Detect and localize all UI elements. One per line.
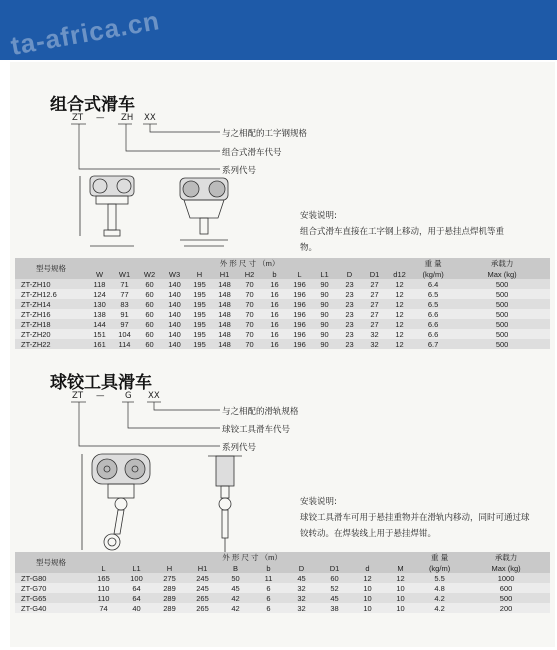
value-cell: 77 — [112, 289, 137, 299]
section2-label-trolley-code: 球铰工具滑车代号 — [222, 425, 291, 435]
value-cell: 5.5 — [417, 573, 462, 583]
section1-col-header: L — [287, 269, 312, 279]
value-cell: 140 — [162, 319, 187, 329]
value-cell: 64 — [120, 593, 153, 603]
value-cell: 12 — [387, 299, 412, 309]
value-cell: 12 — [387, 279, 412, 289]
section2-code-spec: XX — [148, 391, 160, 401]
value-cell: 32 — [285, 593, 318, 603]
catalog-page — [10, 62, 555, 647]
value-cell: 16 — [262, 329, 287, 339]
value-cell: 16 — [262, 339, 287, 349]
value-cell: 90 — [312, 329, 337, 339]
model-cell: ZT-ZH16 — [15, 309, 87, 319]
value-cell: 97 — [112, 319, 137, 329]
section1-label-series-code: 系列代号 — [222, 166, 257, 176]
value-cell: 12 — [387, 339, 412, 349]
section2-table-header-row-1 — [15, 552, 550, 563]
section2-model-header: 型号规格 — [15, 552, 87, 573]
value-cell: 27 — [362, 299, 387, 309]
value-cell: 10 — [351, 583, 384, 593]
value-cell: 196 — [287, 289, 312, 299]
section2-dim-header: 外 形 尺 寸 （m） — [87, 552, 417, 563]
value-cell: 32 — [362, 339, 387, 349]
section2-note-text: 球铰工具滑车可用于悬挂重物并在滑轨内移动，同时可通过球铰转动。在焊装线上用于悬挂焊钳。 — [300, 513, 530, 539]
section2-label-series-code: 系列代号 — [222, 443, 257, 453]
value-cell: 196 — [287, 319, 312, 329]
value-cell: 23 — [337, 289, 362, 299]
section2-table-body — [15, 573, 550, 613]
value-cell: 140 — [162, 329, 187, 339]
value-cell: 196 — [287, 329, 312, 339]
value-cell: 110 — [87, 583, 120, 593]
table-row — [15, 593, 550, 603]
section2-col-header: b — [252, 563, 285, 573]
value-cell: 16 — [262, 289, 287, 299]
value-cell: 91 — [112, 309, 137, 319]
value-cell: 144 — [87, 319, 112, 329]
section1-col-header: D1 — [362, 269, 387, 279]
section1-col-header: W2 — [137, 269, 162, 279]
model-cell: ZT-G70 — [15, 583, 87, 593]
value-cell: 195 — [187, 329, 212, 339]
value-cell: 148 — [212, 319, 237, 329]
model-cell: ZT-ZH20 — [15, 329, 87, 339]
value-cell: 148 — [212, 309, 237, 319]
section2-spec-table — [15, 552, 550, 613]
value-cell: 6 — [252, 583, 285, 593]
value-cell: 60 — [137, 289, 162, 299]
value-cell: 32 — [285, 583, 318, 593]
section1-col-header: H1 — [212, 269, 237, 279]
value-cell: 196 — [287, 339, 312, 349]
value-cell: 500 — [454, 319, 550, 329]
section2-table-header-row-2 — [15, 563, 550, 573]
value-cell: 50 — [219, 573, 252, 583]
value-cell: 60 — [137, 319, 162, 329]
value-cell: 600 — [462, 583, 550, 593]
value-cell: 16 — [262, 279, 287, 289]
value-cell: 110 — [87, 593, 120, 603]
value-cell: 71 — [112, 279, 137, 289]
model-cell: ZT-ZH22 — [15, 339, 87, 349]
section2-weight-header: 重 量 — [417, 552, 462, 563]
value-cell: 140 — [162, 279, 187, 289]
value-cell: 140 — [162, 339, 187, 349]
section1-code-dash: — — [96, 113, 105, 123]
value-cell: 500 — [454, 339, 550, 349]
section2-col-header: M — [384, 563, 417, 573]
value-cell: 83 — [112, 299, 137, 309]
value-cell: 90 — [312, 319, 337, 329]
value-cell: 196 — [287, 309, 312, 319]
section2-col-header: D — [285, 563, 318, 573]
value-cell: 27 — [362, 319, 387, 329]
value-cell: 500 — [462, 593, 550, 603]
model-cell: ZT-ZH18 — [15, 319, 87, 329]
model-cell: ZT-G40 — [15, 603, 87, 613]
section1-col-header: W1 — [112, 269, 137, 279]
value-cell: 275 — [153, 573, 186, 583]
table-row — [15, 603, 550, 613]
value-cell: 10 — [351, 593, 384, 603]
value-cell: 138 — [87, 309, 112, 319]
value-cell: 195 — [187, 279, 212, 289]
value-cell: 100 — [120, 573, 153, 583]
value-cell: 60 — [137, 279, 162, 289]
value-cell: 60 — [137, 339, 162, 349]
value-cell: 10 — [351, 603, 384, 613]
value-cell: 4.2 — [417, 603, 462, 613]
value-cell: 10 — [384, 593, 417, 603]
value-cell: 40 — [120, 603, 153, 613]
value-cell: 23 — [337, 309, 362, 319]
value-cell: 200 — [462, 603, 550, 613]
value-cell: 70 — [237, 329, 262, 339]
section2-weight-unit: (kg/m) — [417, 563, 462, 573]
value-cell: 4.2 — [417, 593, 462, 603]
value-cell: 500 — [454, 299, 550, 309]
ball-joint-trolley-drawing — [78, 450, 248, 555]
value-cell: 23 — [337, 329, 362, 339]
value-cell: 118 — [87, 279, 112, 289]
section2-code-dash: — — [96, 391, 105, 401]
value-cell: 140 — [162, 309, 187, 319]
value-cell: 90 — [312, 289, 337, 299]
value-cell: 196 — [287, 299, 312, 309]
value-cell: 500 — [454, 279, 550, 289]
value-cell: 245 — [186, 573, 219, 583]
value-cell: 12 — [387, 309, 412, 319]
value-cell: 23 — [337, 279, 362, 289]
section2-label-rail-spec: 与之相配的滑轨规格 — [222, 407, 299, 417]
model-cell: ZT-ZH12.6 — [15, 289, 87, 299]
section1-weight-header: 重 量 — [412, 258, 454, 269]
value-cell: 6 — [252, 593, 285, 603]
value-cell: 195 — [187, 339, 212, 349]
value-cell: 12 — [351, 573, 384, 583]
value-cell: 289 — [153, 583, 186, 593]
section2-code-series: ZT — [72, 391, 84, 401]
model-cell: ZT-ZH10 — [15, 279, 87, 289]
value-cell: 195 — [187, 289, 212, 299]
section2-col-header: H1 — [186, 563, 219, 573]
value-cell: 70 — [237, 319, 262, 329]
section2-load-unit: Max (kg) — [462, 563, 550, 573]
value-cell: 195 — [187, 319, 212, 329]
value-cell: 6.6 — [412, 329, 454, 339]
section1-weight-unit: (kg/m) — [412, 269, 454, 279]
section1-col-header: d12 — [387, 269, 412, 279]
section2-load-header: 承载力 — [462, 552, 550, 563]
section1-code-series: ZT — [72, 113, 84, 123]
value-cell: 6.5 — [412, 289, 454, 299]
section1-col-header: W3 — [162, 269, 187, 279]
value-cell: 1000 — [462, 573, 550, 583]
value-cell: 6.4 — [412, 279, 454, 289]
value-cell: 90 — [312, 309, 337, 319]
section1-load-unit: Max (kg) — [454, 269, 550, 279]
value-cell: 23 — [337, 299, 362, 309]
section1-col-header: b — [262, 269, 287, 279]
value-cell: 70 — [237, 309, 262, 319]
section1-dim-header: 外 形 尺 寸 （m） — [87, 258, 412, 269]
value-cell: 70 — [237, 299, 262, 309]
value-cell: 27 — [362, 289, 387, 299]
section2-col-header: D1 — [318, 563, 351, 573]
section2-install-note — [300, 494, 530, 542]
value-cell: 12 — [387, 289, 412, 299]
section1-load-header: 承载力 — [454, 258, 550, 269]
value-cell: 6.6 — [412, 309, 454, 319]
value-cell: 70 — [237, 339, 262, 349]
section1-col-header: H — [187, 269, 212, 279]
value-cell: 12 — [384, 573, 417, 583]
value-cell: 6 — [252, 603, 285, 613]
section1-col-header: L1 — [312, 269, 337, 279]
value-cell: 60 — [137, 299, 162, 309]
section1-col-header: H2 — [237, 269, 262, 279]
value-cell: 6.5 — [412, 299, 454, 309]
value-cell: 500 — [454, 309, 550, 319]
section2-col-header: L — [87, 563, 120, 573]
value-cell: 104 — [112, 329, 137, 339]
value-cell: 60 — [318, 573, 351, 583]
value-cell: 16 — [262, 319, 287, 329]
value-cell: 23 — [337, 319, 362, 329]
value-cell: 45 — [219, 583, 252, 593]
value-cell: 10 — [384, 603, 417, 613]
table-row — [15, 573, 550, 583]
section2-note-title: 安装说明: — [300, 497, 337, 507]
value-cell: 4.8 — [417, 583, 462, 593]
value-cell: 130 — [87, 299, 112, 309]
value-cell: 32 — [362, 329, 387, 339]
model-cell: ZT-G65 — [15, 593, 87, 603]
value-cell: 52 — [318, 583, 351, 593]
value-cell: 265 — [186, 593, 219, 603]
value-cell: 23 — [337, 339, 362, 349]
section1-model-header: 型号规格 — [15, 258, 87, 279]
value-cell: 45 — [285, 573, 318, 583]
value-cell: 6.7 — [412, 339, 454, 349]
value-cell: 195 — [187, 309, 212, 319]
value-cell: 151 — [87, 329, 112, 339]
value-cell: 12 — [387, 319, 412, 329]
value-cell: 16 — [262, 309, 287, 319]
value-cell: 148 — [212, 299, 237, 309]
value-cell: 148 — [212, 279, 237, 289]
section1-col-header: D — [337, 269, 362, 279]
value-cell: 500 — [454, 289, 550, 299]
value-cell: 140 — [162, 289, 187, 299]
value-cell: 12 — [387, 329, 412, 339]
value-cell: 27 — [362, 279, 387, 289]
value-cell: 32 — [285, 603, 318, 613]
value-cell: 148 — [212, 329, 237, 339]
watermark: ta-africa.cn — [8, 5, 163, 61]
value-cell: 289 — [153, 603, 186, 613]
header-band — [0, 0, 557, 60]
value-cell: 140 — [162, 299, 187, 309]
section2-col-header: L1 — [120, 563, 153, 573]
section2-code-type: G — [125, 391, 132, 401]
value-cell: 42 — [219, 593, 252, 603]
value-cell: 148 — [212, 339, 237, 349]
value-cell: 42 — [219, 603, 252, 613]
model-cell: ZT-ZH14 — [15, 299, 87, 309]
value-cell: 64 — [120, 583, 153, 593]
value-cell: 60 — [137, 329, 162, 339]
section2-title: 球铰工具滑车 — [50, 373, 152, 393]
section1-col-header: W — [87, 269, 112, 279]
section1-label-beam-spec: 与之相配的工字钢规格 — [222, 129, 308, 139]
section2-col-header: d — [351, 563, 384, 573]
value-cell: 265 — [186, 603, 219, 613]
section1-note-text: 组合式滑车直接在工字钢上移动，用于悬挂点焊机等重物。 — [300, 227, 505, 253]
value-cell: 45 — [318, 593, 351, 603]
value-cell: 124 — [87, 289, 112, 299]
value-cell: 11 — [252, 573, 285, 583]
value-cell: 90 — [312, 279, 337, 289]
value-cell: 196 — [287, 279, 312, 289]
value-cell: 90 — [312, 299, 337, 309]
value-cell: 10 — [384, 583, 417, 593]
value-cell: 289 — [153, 593, 186, 603]
value-cell: 195 — [187, 299, 212, 309]
model-cell: ZT-G80 — [15, 573, 87, 583]
value-cell: 161 — [87, 339, 112, 349]
value-cell: 90 — [312, 339, 337, 349]
value-cell: 6.6 — [412, 319, 454, 329]
value-cell: 70 — [237, 279, 262, 289]
value-cell: 38 — [318, 603, 351, 613]
section1-note-title: 安装说明: — [300, 211, 337, 221]
section1-label-trolley-code: 组合式滑车代号 — [222, 148, 282, 158]
section1-code-type: ZH — [121, 113, 134, 123]
value-cell: 27 — [362, 309, 387, 319]
section2-col-header: B — [219, 563, 252, 573]
value-cell: 16 — [262, 299, 287, 309]
value-cell: 70 — [237, 289, 262, 299]
value-cell: 114 — [112, 339, 137, 349]
section1-title: 组合式滑车 — [50, 95, 135, 115]
value-cell: 245 — [186, 583, 219, 593]
value-cell: 74 — [87, 603, 120, 613]
section1-code-spec: XX — [144, 113, 156, 123]
value-cell: 165 — [87, 573, 120, 583]
section2-col-header: H — [153, 563, 186, 573]
value-cell: 148 — [212, 289, 237, 299]
value-cell: 60 — [137, 309, 162, 319]
value-cell: 500 — [454, 329, 550, 339]
table-row — [15, 583, 550, 593]
